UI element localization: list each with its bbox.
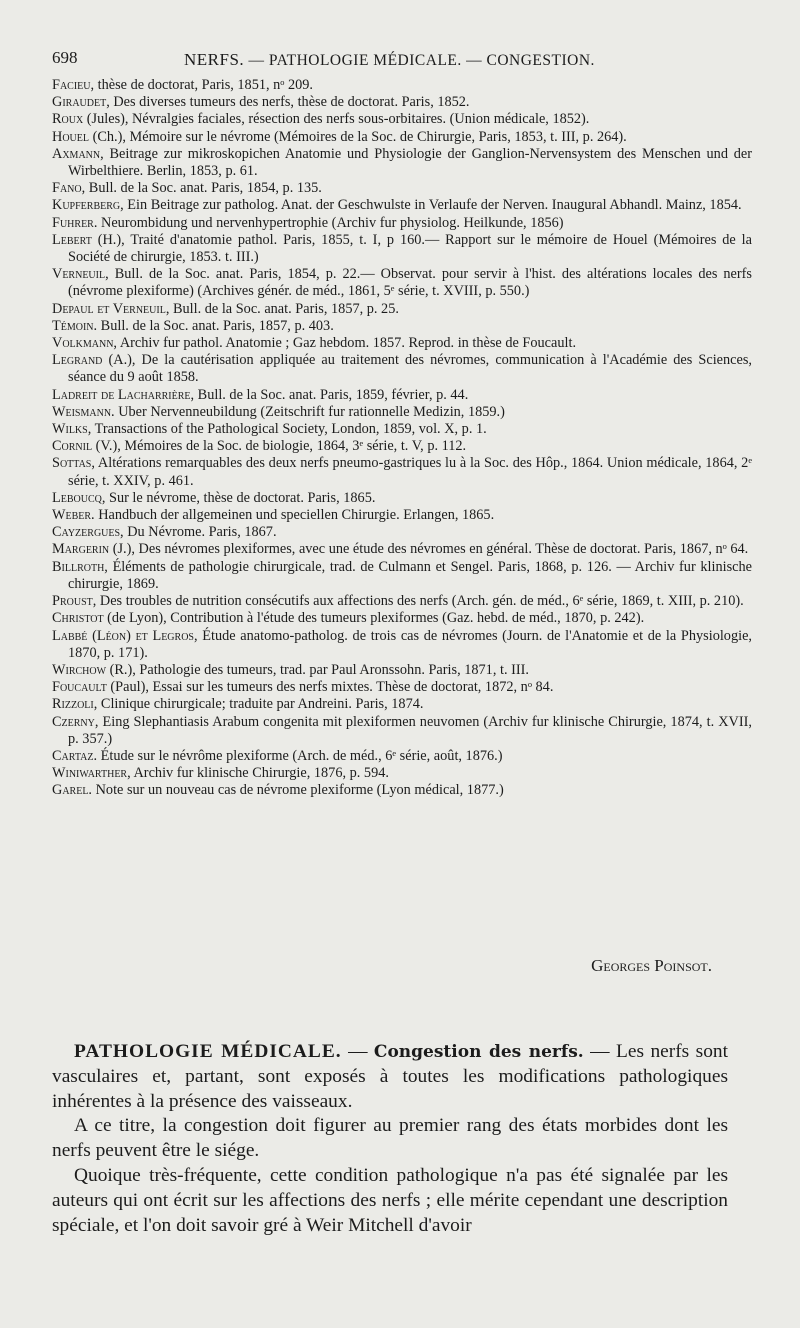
bibliography-entry (52, 197, 752, 214)
bibliography-entry (52, 438, 752, 455)
entry-text: (A.), De la cautérisation appliquée au traitement des névromes, communication à l'Académie des Sciences, séance du 9 août 1858. (68, 352, 752, 386)
paragraph: A ce titre, la congestion doit figurer au premier rang des états morbides dont les nerfs peuvent être le siége. (52, 1115, 728, 1162)
entry-author: Fuhrer. (52, 214, 98, 231)
entry-author: Fano, (52, 180, 86, 197)
bibliography-entry (52, 404, 752, 421)
entry-text: Bull. de la Soc. anat. Paris, 1857, p. 25. (172, 300, 399, 317)
entry-text: Altérations remarquables des deux nerfs pneumo-gastriques lu à la Soc. des Hôp., 1864. Union médicale, 1864, 2ᵉ série, t. XXIV, p. 461. (68, 455, 752, 489)
page-number: 698 (52, 48, 78, 67)
bibliography-entry (52, 524, 752, 541)
bibliography-entry (52, 387, 752, 404)
entry-author: Rizzoli, (52, 696, 98, 713)
entry-text: thèse de doctorat, Paris, 1851, nᵒ 209. (97, 77, 314, 93)
entry-text: Archiv fur pathol. Anatomie ; Gaz hebdom. 1857. Reprod. in thèse de Foucault. (119, 335, 577, 352)
entry-text: Des troubles de nutrition consécutifs aux affections des nerfs (Arch. gén. de méd., 6ᵉ série, 1869, t. XIII, p. 210). (99, 593, 744, 610)
entry-text: Note sur un nouveau cas de névrome plexiforme (Lyon médical, 1877.) (95, 782, 504, 799)
entry-author: Volkmann, (52, 335, 118, 352)
section-subheading: Congestion des nerfs. (373, 1042, 584, 1062)
entry-author: Leboucq, (52, 489, 106, 506)
entry-text: (H.), Traité d'anatomie pathol. Paris, 1855, t. I, p 160.— Rapport sur le mémoire de Houel (Mémoires de la Société de chirurgie, 1853. t. III.) (68, 231, 752, 266)
entry-author: Czerny, (52, 713, 99, 730)
entry-author: Proust, (52, 593, 97, 610)
entry-author: Weber. (52, 507, 95, 524)
bibliography-entry (52, 714, 752, 748)
entry-text: (de Lyon), Contribution à l'étude des tumeurs plexiformes (Gaz. hebd. de méd., 1870, p. 242). (107, 610, 645, 627)
entry-author: Margerin (52, 541, 110, 558)
entry-text: Uber Nervenneubildung (Zeitschrift fur rationnelle Medizin, 1859.) (118, 403, 505, 420)
entry-author: Billroth, (52, 558, 108, 575)
bibliography-entry (52, 215, 752, 232)
bibliography-entry (52, 146, 752, 180)
entry-author: Verneuil, (52, 266, 109, 283)
entry-text: (Ch.), Mémoire sur le névrome (Mémoires de la Soc. de Chirurgie, Paris, 1853, t. III, p. 264). (92, 128, 627, 145)
paragraph-text: Les nerfs sont vasculaires et, partant, sont exposés à toutes les modifications pathologiques inhérentes à la présence des vaisseaux. (52, 1041, 729, 1112)
running-title (184, 50, 595, 70)
entry-text: Clinique chirurgicale; traduite par Andreini. Paris, 1874. (100, 696, 424, 713)
entry-author: Winiwarther, (52, 765, 131, 782)
bibliography-entry (52, 490, 752, 507)
entry-text: Archiv fur klinische Chirurgie, 1876, p. 594. (133, 765, 389, 782)
entry-text: Transactions of the Pathological Society, London, 1859, vol. X, p. 1. (94, 421, 487, 438)
entry-text: (R.), Pathologie des tumeurs, trad. par Paul Aronssohn. Paris, 1871, t. III. (109, 661, 529, 678)
section-heading: PATHOLOGIE MÉDICALE. (74, 1041, 342, 1062)
entry-author: Houel (52, 128, 89, 145)
bibliography-entry (52, 335, 752, 352)
entry-text: Des diverses tumeurs des nerfs, thèse de doctorat. Paris, 1852. (113, 94, 470, 111)
entry-text: Étude anatomo-patholog. de trois cas de névromes (Journ. de l'Anatomie et de la Physiologie, 1870, p. 171). (68, 627, 753, 661)
entry-text: Du Névrome. Paris, 1867. (127, 524, 277, 541)
entry-text: Bull. de la Soc. anat. Paris, 1857, p. 403. (100, 317, 334, 334)
author-signature: Georges Poinsot. (591, 956, 712, 975)
bibliography-entry (52, 301, 752, 318)
entry-author: Sottas, (52, 455, 95, 472)
bibliography-entry (52, 559, 752, 593)
entry-author: Weismann. (52, 403, 115, 420)
entry-author: Ladreit de Lacharrière, (52, 386, 195, 403)
entry-author: Christot (52, 610, 104, 627)
bibliography-entry (52, 628, 752, 662)
entry-text: (J.), Des névromes plexiformes, avec une étude des névromes en général. Thèse de doctorat. Paris, 1867, nᵒ 64. (112, 541, 749, 558)
entry-author: Depaul et Verneuil, (52, 300, 170, 317)
entry-text: Sur le névrome, thèse de doctorat. Paris, 1865. (109, 489, 376, 506)
entry-author: Facieu, (52, 77, 95, 93)
entry-author: Labbé (Léon) et Legros, (52, 627, 198, 644)
bibliography-entry (52, 541, 752, 558)
entry-author: Témoin. (52, 317, 98, 334)
paragraph: Quoique très-fréquente, cette condition pathologique n'a pas été signalée par les auteurs qui ont écrit sur les affections des nerfs ; elle mérite cependant une description spéciale, et l'on doit savoir gré à Weir Mitchell d'avoir (52, 1164, 728, 1236)
bibliography-entry (52, 593, 752, 610)
bibliography-entry (52, 455, 752, 489)
bibliography-entry (52, 696, 752, 713)
entry-author: Kupferberg, (52, 197, 124, 214)
bibliography-entry (52, 318, 752, 335)
entry-text: Bull. de la Soc. anat. Paris, 1859, février, p. 44. (197, 386, 469, 403)
entry-author: Giraudet, (52, 94, 110, 111)
entry-author: Roux (52, 111, 84, 128)
entry-text: Ein Beitrage zur patholog. Anat. der Geschwulste in Verlaufe der Nerven. Inaugural Abhandl. Mainz, 1854. (127, 197, 742, 214)
bibliography-entry (52, 679, 752, 696)
entry-text: Eing Slephantiasis Arabum congenita mit plexiformen neuvomen (Archiv fur klinische Chirurgie, 1874, t. XVII, p. 357.) (68, 713, 752, 747)
running-header (52, 48, 764, 72)
entry-author: Cartaz. (52, 747, 98, 764)
bibliography-entry (52, 180, 752, 197)
entry-author: Legrand (52, 352, 103, 369)
bibliography-entry (52, 782, 752, 799)
bibliography-entry (52, 111, 752, 128)
running-title-part-a: NERFS. (184, 50, 245, 69)
entry-text: (V.), Mémoires de la Soc. de biologie, 1864, 3ᵉ série, t. V, p. 112. (95, 438, 467, 455)
bibliography-entry (52, 232, 752, 266)
bibliography-entry (52, 94, 752, 111)
entry-text: Handbuch der allgemeinen und speciellen Chirurgie. Erlangen, 1865. (98, 507, 495, 524)
section-body (52, 1040, 728, 1238)
entry-author: Axmann, (52, 145, 104, 162)
bibliography-entry (52, 610, 752, 627)
entry-author: Foucault (52, 679, 107, 696)
bibliography-entry (52, 266, 752, 300)
entry-text: (Paul), Essai sur les tumeurs des nerfs mixtes. Thèse de doctorat, 1872, nᵒ 84. (110, 679, 554, 696)
bibliography-list (52, 77, 752, 800)
entry-text: (Jules), Névralgies faciales, résection des nerfs sous-orbitaires. (Union médicale, 1852). (86, 111, 590, 128)
entry-text: Bull. de la Soc. anat. Paris, 1854, p. 22.— Observat. pour servir à l'hist. des altérations locales des nerfs (névrome plexiforme) (Archives génér. de méd., 1861, 5ᵉ série, t. XVIII, p. 550.) (68, 266, 752, 300)
entry-author: Lebert (52, 231, 92, 248)
bibliography-entry (52, 748, 752, 765)
running-title-part-b: — PATHOLOGIE MÉDICALE. — CONGESTION. (244, 52, 595, 69)
entry-text: Neurombidung und nervenhypertrophie (Archiv fur physiolog. Heilkunde, 1856) (101, 214, 564, 231)
entry-author: Cayzergues, (52, 524, 124, 541)
paragraph (52, 1040, 728, 1114)
bibliography-entry (52, 662, 752, 679)
separator: — (583, 1041, 617, 1062)
entry-author: Garel. (52, 782, 93, 799)
bibliography-entry (52, 765, 752, 782)
entry-text: Bull. de la Soc. anat. Paris, 1854, p. 135. (88, 180, 322, 197)
entry-text: Éléments de pathologie chirurgicale, trad. de Culmann et Sengel. Paris, 1868, p. 126. — Archiv fur klinische chirurgie, 1869. (68, 558, 752, 592)
bibliography-entry (52, 421, 752, 438)
bibliography-entry (52, 352, 752, 386)
separator: — (341, 1041, 374, 1062)
entry-author: Wilks, (52, 421, 92, 438)
entry-text: Étude sur le névrôme plexiforme (Arch. de méd., 6ᵉ série, août, 1876.) (100, 747, 503, 764)
entry-author: Wirchow (52, 661, 107, 678)
bibliography-entry (52, 77, 752, 94)
entry-text: Beitrage zur mikroskopichen Anatomie und Physiologie der Ganglion-Nervensystem des Menschen und der Wirbelthiere. Berlin, 1853, p. 61. (68, 145, 753, 180)
bibliography-entry (52, 507, 752, 524)
entry-author: Cornil (52, 438, 93, 455)
bibliography-entry (52, 129, 752, 146)
